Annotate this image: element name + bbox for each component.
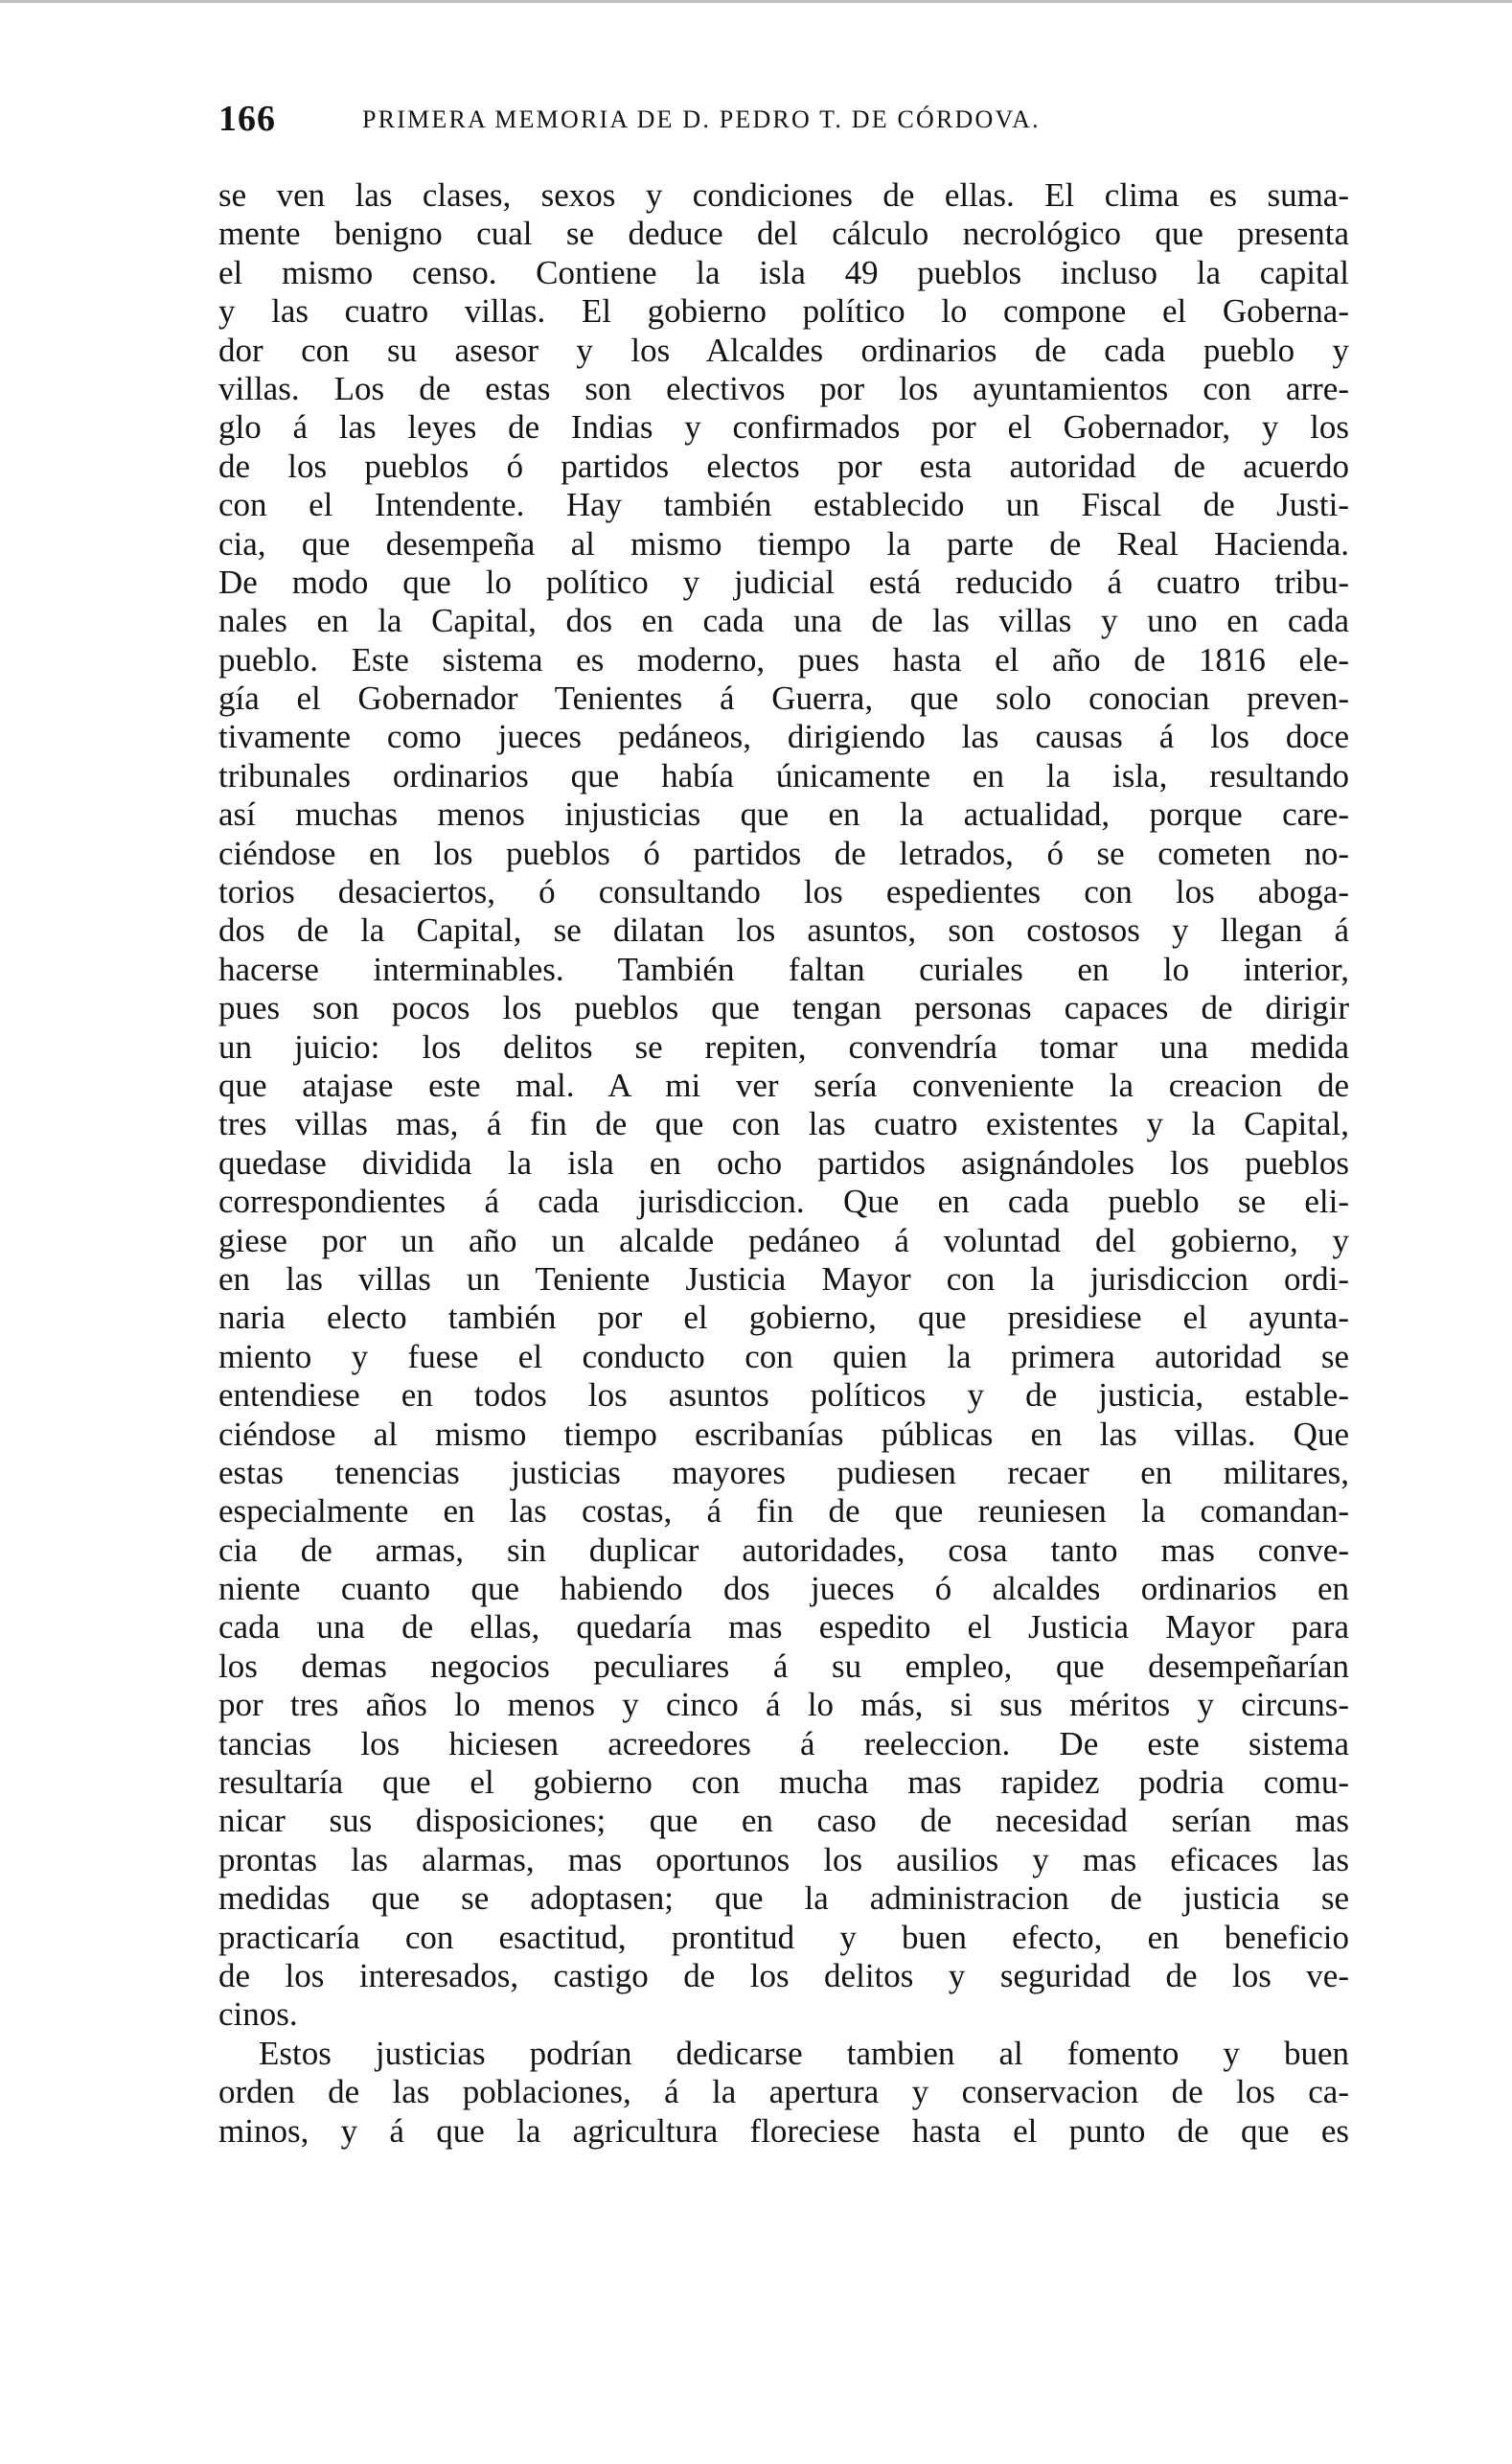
text-line: tancias los hiciesen acreedores á reeleccion. De este sistema bbox=[218, 1724, 1349, 1762]
text-line: un juicio: los delitos se repiten, convendría tomar una medida bbox=[218, 1027, 1349, 1066]
text-line: en las villas un Teniente Justicia Mayor con la jurisdiccion ordi- bbox=[218, 1259, 1349, 1298]
top-border-rule bbox=[0, 0, 1512, 3]
text-line: glo á las leyes de Indias y confirmados por el Gobernador, y los bbox=[218, 408, 1349, 447]
text-line: nales en la Capital, dos en cada una de las villas y uno en cada bbox=[218, 602, 1349, 640]
text-line: pues son pocos los pueblos que tengan personas capaces de dirigir bbox=[218, 989, 1349, 1027]
text-line: giese por un año un alcalde pedáneo á voluntad del gobierno, y bbox=[218, 1221, 1349, 1259]
text-line: cia de armas, sin duplicar autoridades, cosa tanto mas conve- bbox=[218, 1531, 1349, 1569]
text-line: hacerse interminables. También faltan curiales en lo interior, bbox=[218, 950, 1349, 988]
text-line: se ven las clases, sexos y condiciones de ellas. El clima es suma- bbox=[218, 176, 1349, 214]
text-line: los demas negocios peculiares á su empleo, que desempeñarían bbox=[218, 1647, 1349, 1685]
text-line: dor con su asesor y los Alcaldes ordinarios de cada pueblo y bbox=[218, 331, 1349, 369]
page-number: 166 bbox=[218, 99, 276, 139]
text-line: por tres años lo menos y cinco á lo más, si sus méritos y circuns- bbox=[218, 1686, 1349, 1724]
text-line: mente benigno cual se deduce del cálculo necrológico que presenta bbox=[218, 215, 1349, 253]
text-line: De modo que lo político y judicial está reducido á cuatro tribu- bbox=[218, 563, 1349, 601]
text-line: niente cuanto que habiendo dos jueces ó alcaldes ordinarios en bbox=[218, 1570, 1349, 1608]
text-line: naria electo también por el gobierno, que presidiese el ayunta- bbox=[218, 1299, 1349, 1337]
body-text bbox=[218, 176, 1349, 2151]
text-line: practicaría con esactitud, prontitud y buen efecto, en beneficio bbox=[218, 1918, 1349, 1956]
text-line: tivamente como jueces pedáneos, dirigiendo las causas á los doce bbox=[218, 718, 1349, 756]
text-line: tres villas mas, á fin de que con las cuatro existentes y la Capital, bbox=[218, 1105, 1349, 1143]
text-line: medidas que se adoptasen; que la administracion de justicia se bbox=[218, 1879, 1349, 1918]
text-line: tribunales ordinarios que había únicamente en la isla, resultando bbox=[218, 756, 1349, 794]
text-line: de los pueblos ó partidos electos por esta autoridad de acuerdo bbox=[218, 447, 1349, 485]
text-line: de los interesados, castigo de los delitos y seguridad de los ve- bbox=[218, 1956, 1349, 1994]
running-header bbox=[218, 92, 1349, 159]
text-line: torios desaciertos, ó consultando los espedientes con los aboga- bbox=[218, 873, 1349, 911]
paragraph-2 bbox=[218, 2035, 1349, 2151]
text-line: prontas las alarmas, mas oportunos los ausilios y mas eficaces las bbox=[218, 1840, 1349, 1878]
text-line: estas tenencias justicias mayores pudiesen recaer en militares, bbox=[218, 1453, 1349, 1491]
text-line: así muchas menos injusticias que en la actualidad, porque care- bbox=[218, 795, 1349, 834]
text-line: miento y fuese el conducto con quien la primera autoridad se bbox=[218, 1337, 1349, 1375]
text-line: cada una de ellas, quedaría mas espedito el Justicia Mayor para bbox=[218, 1608, 1349, 1647]
text-line: resultaría que el gobierno con mucha mas rapidez podria comu- bbox=[218, 1763, 1349, 1802]
text-line: gía el Gobernador Tenientes á Guerra, que solo conocian preven- bbox=[218, 679, 1349, 718]
text-line: quedase dividida la isla en ocho partidos asignándoles los pueblos bbox=[218, 1143, 1349, 1182]
text-line: Estos justicias podrían dedicarse tambien al fomento y buen bbox=[259, 2034, 1349, 2072]
text-line: correspondientes á cada jurisdiccion. Que en cada pueblo se eli- bbox=[218, 1183, 1349, 1221]
text-line: villas. Los de estas son electivos por los ayuntamientos con arre- bbox=[218, 369, 1349, 407]
text-line: especialmente en las costas, á fin de que reuniesen la comandan- bbox=[218, 1492, 1349, 1531]
text-line: dos de la Capital, se dilatan los asuntos, son costosos y llegan á bbox=[218, 911, 1349, 950]
text-line: pueblo. Este sistema es moderno, pues hasta el año de 1816 ele- bbox=[218, 640, 1349, 679]
text-line: cinos. bbox=[218, 1995, 298, 2034]
text-line: orden de las poblaciones, á la apertura y conservacion de los ca- bbox=[218, 2073, 1349, 2111]
text-line: el mismo censo. Contiene la isla 49 pueblos incluso la capital bbox=[218, 253, 1349, 291]
text-line: con el Intendente. Hay también establecido un Fiscal de Justi- bbox=[218, 486, 1349, 524]
text-line: minos, y á que la agricultura floreciese hasta el punto de que es bbox=[218, 2111, 1349, 2150]
text-line: ciéndose al mismo tiempo escribanías públicas en las villas. Que bbox=[218, 1415, 1349, 1453]
text-line: y las cuatro villas. El gobierno político lo compone el Goberna- bbox=[218, 292, 1349, 331]
text-line: que atajase este mal. A mi ver sería conveniente la creacion de bbox=[218, 1066, 1349, 1104]
text-line: nicar sus disposiciones; que en caso de necesidad serían mas bbox=[218, 1802, 1349, 1840]
text-line: cia, que desempeña al mismo tiempo la parte de Real Hacienda. bbox=[218, 524, 1349, 563]
text-line: entendiese en todos los asuntos políticos y de justicia, estable- bbox=[218, 1376, 1349, 1415]
paragraph-1 bbox=[218, 176, 1349, 2035]
text-line: ciéndose en los pueblos ó partidos de letrados, ó se cometen no- bbox=[218, 834, 1349, 872]
running-title: PRIMERA MEMORIA DE D. PEDRO T. DE CÓRDOVA. bbox=[362, 105, 1041, 133]
